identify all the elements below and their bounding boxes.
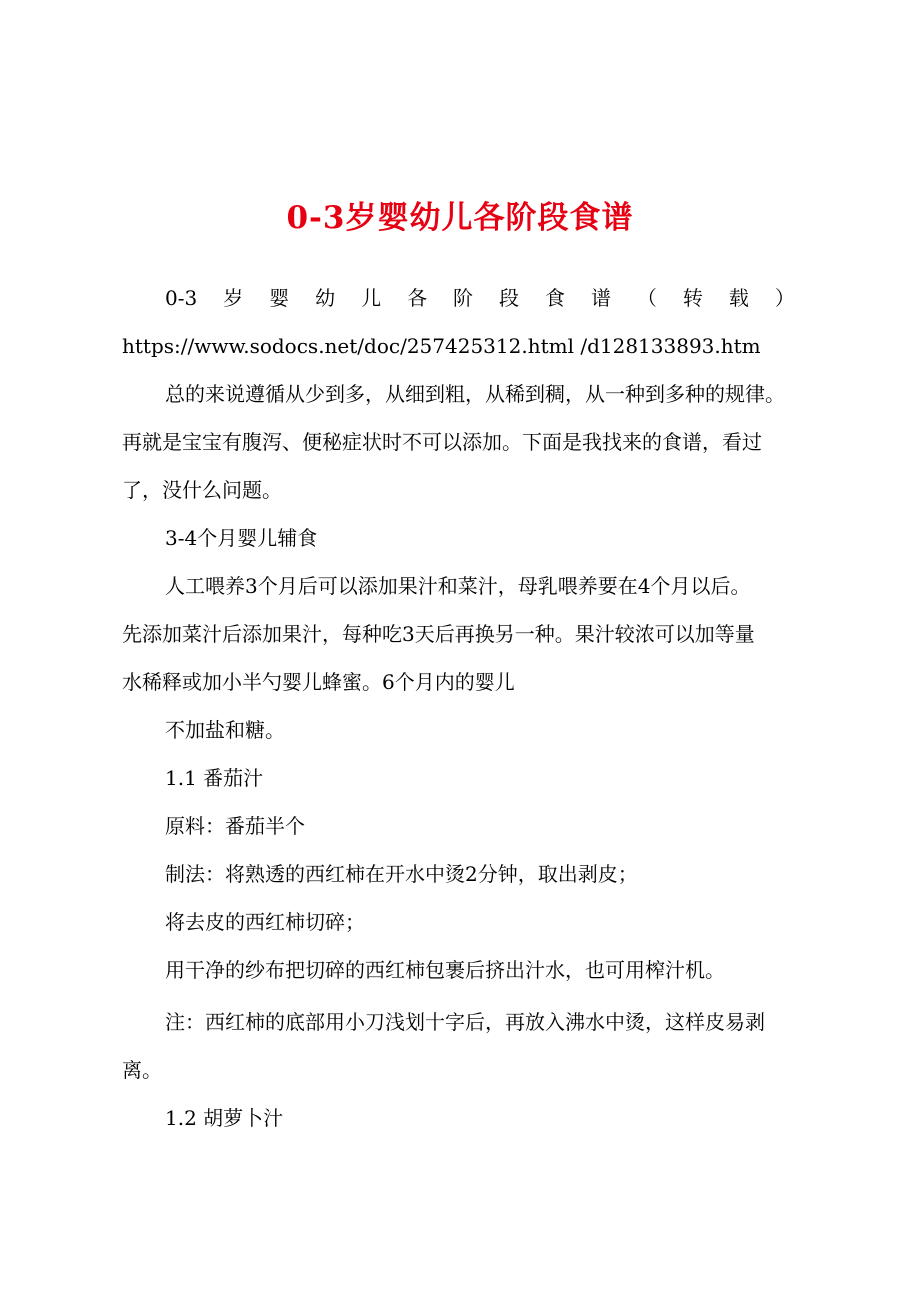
section-paragraph-line: 水稀释或加小半勺婴儿蜂蜜。6个月内的婴儿: [122, 670, 515, 694]
source-heading-char: 食: [544, 286, 565, 310]
source-heading-char: 婴: [269, 286, 290, 310]
source-heading-char: 谱: [590, 286, 611, 310]
source-heading: [165, 284, 795, 312]
source-heading-char: 段: [499, 286, 519, 310]
source-heading-char: （: [636, 286, 657, 310]
recipe-note-line: 注：西红柿的底部用小刀浅划十字后，再放入沸水中烫，这样皮易剥: [165, 1010, 765, 1034]
source-heading-char: 岁: [223, 286, 244, 310]
recipe-title: 1.2 胡萝卜汁: [165, 1106, 284, 1130]
section-heading: 3-4个月婴儿辅食: [165, 526, 318, 550]
intro-line: 了，没什么问题。: [122, 478, 282, 502]
source-heading-char: 阶: [453, 286, 474, 310]
source-url: https://www.sodocs.net/doc/257425312.html /d128133893.htm: [122, 334, 761, 358]
source-heading-char: 0-3: [165, 286, 198, 310]
recipe-title: 1.1 番茄汁: [165, 766, 264, 790]
source-heading-char: 各: [407, 286, 428, 310]
source-heading-char: 转: [682, 286, 703, 310]
no-salt-note: 不加盐和糖。: [165, 718, 285, 742]
source-heading-char: 儿: [361, 286, 382, 310]
document-title: 0-3岁婴幼儿各阶段食谱: [286, 200, 634, 236]
recipe-note-line: 离。: [122, 1058, 162, 1082]
section-paragraph-line: 人工喂养3个月后可以添加果汁和菜汁，母乳喂养要在4个月以后。: [165, 574, 751, 598]
recipe-step: 将去皮的西红柿切碎；: [165, 910, 365, 934]
section-paragraph-line: 先添加菜汁后添加果汁，每种吃3天后再换另一种。果汁较浓可以加等量: [122, 622, 755, 646]
intro-line: 再就是宝宝有腹泻、便秘症状时不可以添加。下面是我找来的食谱，看过: [122, 430, 762, 454]
recipe-step: 用干净的纱布把切碎的西红柿包裹后挤出汁水，也可用榨汁机。: [165, 958, 725, 982]
intro-line: 总的来说遵循从少到多，从细到粗，从稀到稠，从一种到多种的规律。: [165, 382, 785, 406]
recipe-ingredients: 原料：番茄半个: [165, 814, 305, 838]
source-heading-char: ）: [774, 286, 795, 310]
source-heading-char: 幼: [315, 286, 336, 310]
source-heading-char: 载: [728, 286, 749, 310]
recipe-step: 制法：将熟透的西红柿在开水中烫2分钟，取出剥皮；: [165, 862, 638, 886]
